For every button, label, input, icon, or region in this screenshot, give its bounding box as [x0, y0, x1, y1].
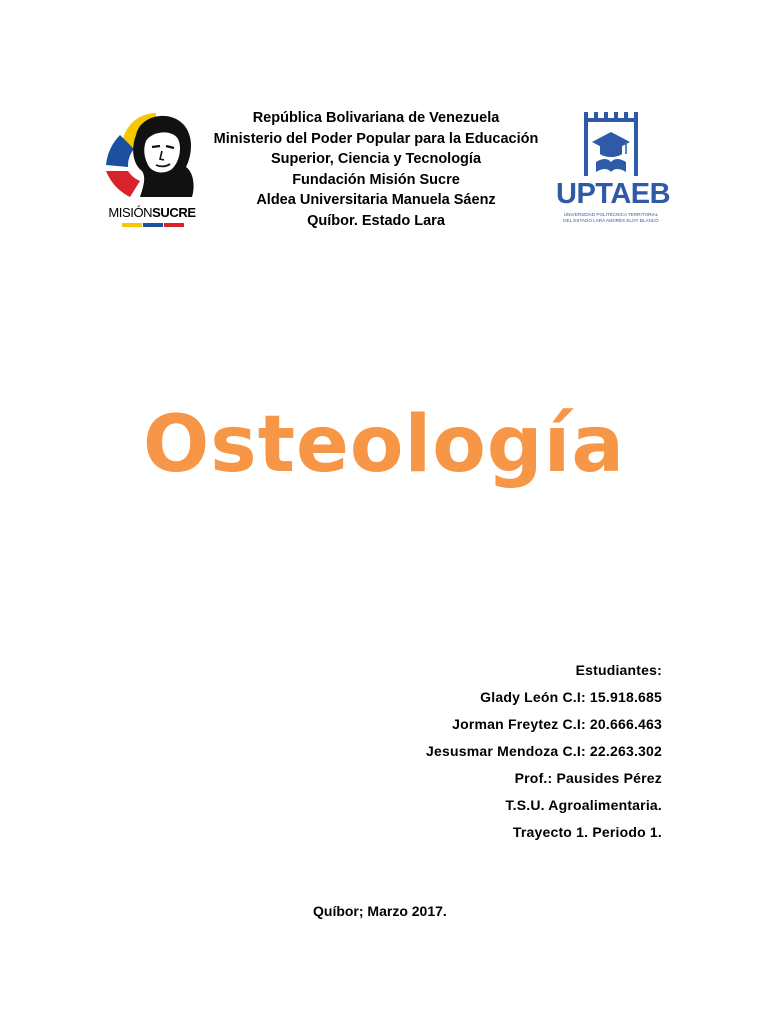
student-entry: Jesusmar Mendoza C.I: 22.263.302: [426, 743, 662, 759]
mision-flag-stripe-icon: [122, 223, 184, 227]
mision-wordmark-part-a: MISIÓN: [108, 205, 153, 220]
students-block: [426, 657, 662, 846]
document-title: Osteología: [142, 400, 626, 490]
header-line-ministry-cont: Superior, Ciencia y Tecnología: [270, 151, 482, 167]
place-date: Quíbor; Marzo 2017.: [313, 903, 447, 919]
uptaeb-logo: [556, 108, 671, 232]
professor-line: Prof.: Pausides Pérez: [514, 770, 662, 786]
header-line-aldea: Aldea Universitaria Manuela Sáenz: [256, 192, 496, 208]
students-heading: Estudiantes:: [575, 662, 662, 678]
uptaeb-wordmark: UPTAEB: [556, 178, 671, 210]
header-line-location: Quíbor. Estado Lara: [307, 212, 445, 229]
mision-wordmark-part-b: SUCRE: [152, 205, 196, 220]
mision-sucre-wordmark: [100, 205, 204, 220]
mision-sucre-logo: [100, 105, 204, 233]
mision-sucre-emblem-icon: [100, 105, 204, 205]
period-line: Trayecto 1. Periodo 1.: [512, 824, 662, 840]
header-line-country: República Bolivariana de Venezuela: [252, 110, 500, 126]
uptaeb-subtitle-line2: DEL ESTADO LARA ANDRÉS ELOY BLANCO: [563, 218, 659, 223]
header-line-foundation: Fundación Misión Sucre: [292, 171, 460, 188]
uptaeb-building-icon: [556, 108, 666, 180]
header-line-ministry: Ministerio del Poder Popular para la Educación: [213, 130, 539, 147]
program-line: T.S.U. Agroalimentaria.: [505, 797, 662, 813]
uptaeb-subtitle-line1: UNIVERSIDAD POLITÉCNICA TERRITORIAL: [563, 212, 659, 217]
student-entry: Glady León C.I: 15.918.685: [480, 689, 662, 705]
institution-header: [200, 108, 552, 231]
student-entry: Jorman Freytez C.I: 20.666.463: [452, 716, 662, 732]
